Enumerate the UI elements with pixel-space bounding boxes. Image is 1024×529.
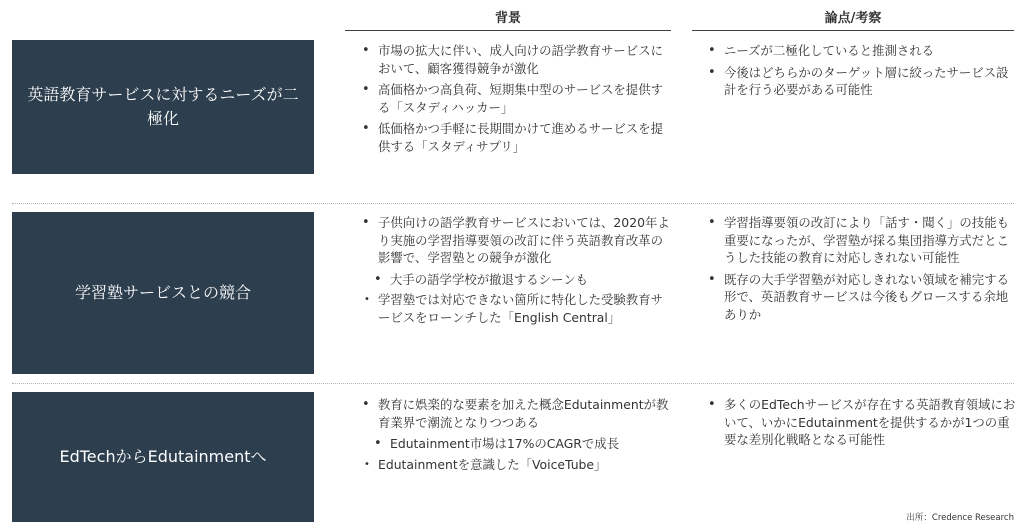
row3-discussion [706,396,1016,453]
row3-title: EdTechからEdutainmentへ [12,392,314,522]
row-separator [12,383,1014,384]
list-item: • 学習塾では対応できない箇所に特化した受験教育サービスをローンチした「English Central」 [360,291,670,326]
list-item: • 今後はどちらかのターゲット層に絞ったサービス設計を行う必要がある可能性 [706,64,1016,99]
list-item: • 学習指導要領の改訂により「話す・聞く」の技能も重要になったが、学習塾が採る集団指導方式だとこうした技能の教育に対応しきれない可能性 [706,214,1016,267]
header-discussion: 論点/考察 [692,8,1014,31]
list-item: • 多くのEdTechサービスが存在する英語教育領域において、いかにEdutainmentを提供するかが1つの重要な差別化戦略となる可能性 [706,396,1016,449]
list-item: • 低価格かつ手軽に長期間かけて進めるサービスを提供する「スタディサプリ」 [360,120,670,155]
row1-background [360,42,670,159]
row1-discussion [706,42,1016,103]
list-item: • 市場の拡大に伴い、成人向けの語学教育サービスにおいて、顧客獲得競争が激化 [360,42,670,77]
list-item: • 既存の大手学習塾が対応しきれない領域を補完する形で、英語教育サービスは今後もグロースする余地ありか [706,271,1016,324]
row3-background [360,396,670,477]
list-item: • Edutainmentを意識した「VoiceTube」 [360,456,670,474]
row2-background [360,214,670,330]
list-item: • 大手の語学学校が撤退するシーンも [360,271,670,289]
row2-title: 学習塾サービスとの競合 [12,212,314,374]
list-item: • 高価格かつ高負荷、短期集中型のサービスを提供する「スタディハッカー」 [360,81,670,116]
row-separator [12,203,1014,204]
list-item: • ニーズが二極化していると推測される [706,42,1016,60]
list-item: • 教育に娯楽的な要素を加えた概念Edutainmentが教育業界で潮流となりつつある [360,396,670,431]
source-note: 出所：Credence Research [906,513,1014,523]
header-background: 背景 [345,8,671,31]
list-item: • Edutainment市場は17%のCAGRで成長 [360,435,670,453]
list-item: • 子供向けの語学教育サービスにおいては、2020年より実施の学習指導要領の改訂に伴う英語教育改革の影響で、学習塾との競争が激化 [360,214,670,267]
row2-discussion [706,214,1016,327]
row1-title: 英語教育サービスに対するニーズが二極化 [12,40,314,174]
